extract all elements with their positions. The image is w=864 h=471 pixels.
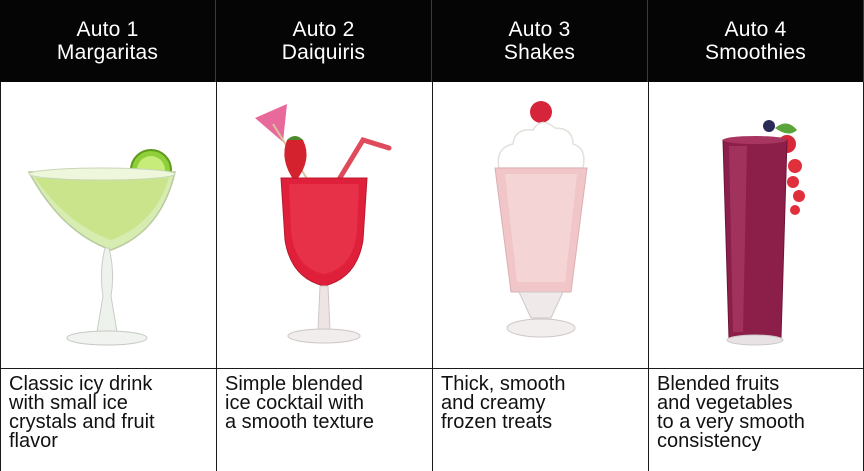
description-line: Classic icy drink [9,373,153,395]
description-line: and vegetables [657,392,793,414]
description-line: frozen treats [441,411,553,433]
header-auto-4-number: Auto 4 [724,18,787,41]
description-line: and creamy [441,392,546,414]
description-daiquiri [216,369,432,471]
description-line: to a very smooth [657,411,805,433]
header-auto-1 [0,0,216,82]
header-auto-4 [648,0,864,82]
description-line: a smooth texture [225,411,374,433]
description-line: consistency [657,430,762,452]
header-auto-2 [216,0,432,82]
shake-glass-icon [433,82,647,368]
header-auto-1-number: Auto 1 [76,18,139,41]
description-shake [432,369,648,471]
description-smoothie [648,369,864,471]
description-line: Simple blended [225,373,363,395]
header-auto-3-number: Auto 3 [508,18,571,41]
header-auto-4-title: Smoothies [704,41,807,64]
description-line: crystals and fruit [9,411,155,433]
header-auto-3 [432,0,648,82]
image-cell-margarita [0,82,216,369]
header-auto-2-title: Daiquiris [281,41,366,64]
image-cell-smoothie [648,82,864,369]
image-cell-shake [432,82,648,369]
smoothie-glass-icon [649,82,863,368]
header-auto-1-title: Margaritas [56,41,159,64]
description-margarita [0,369,216,471]
header-auto-2-number: Auto 2 [292,18,355,41]
description-line: Blended fruits [657,373,780,395]
description-line: Thick, smooth [441,373,566,395]
description-line: with small ice [9,392,128,414]
description-line: flavor [9,430,58,452]
daiquiri-glass-icon [217,82,431,368]
header-auto-3-title: Shakes [503,41,576,64]
image-cell-daiquiri [216,82,432,369]
description-line: ice cocktail with [225,392,364,414]
margarita-glass-icon [1,82,215,368]
